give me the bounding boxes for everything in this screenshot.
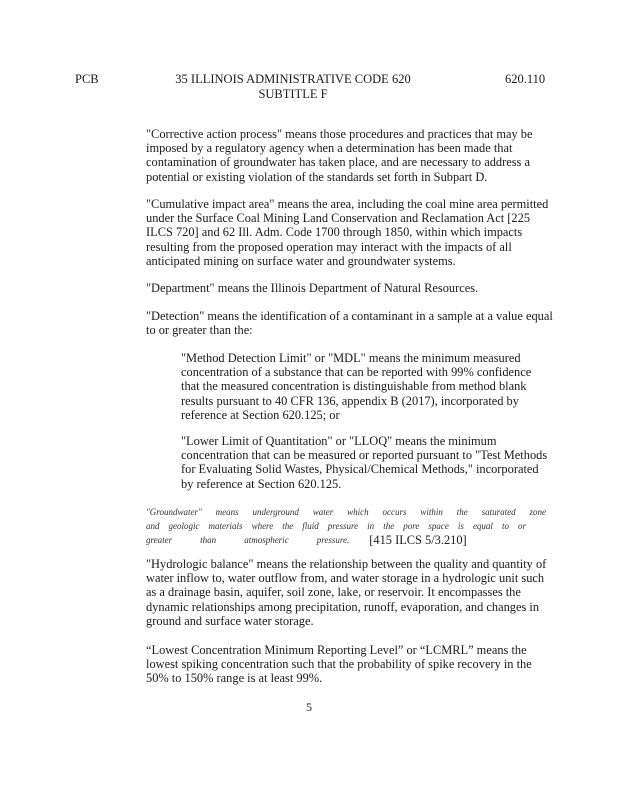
word: and: [146, 521, 160, 531]
text-line: by reference at Section 620.125.: [181, 476, 342, 491]
text-line: contamination of groundwater has taken place, and are necessary to address a: [146, 155, 530, 170]
definition-department: [146, 281, 594, 295]
word: saturated: [481, 507, 516, 517]
text-line: imposed by a regulatory agency when a determination has been made that: [146, 141, 513, 156]
text-line: concentration of a substance that can be reported with 99% confidence: [181, 365, 532, 380]
definition-detection: [146, 309, 594, 337]
text-line: to or greater than the:: [146, 323, 253, 338]
word: fluid: [302, 521, 319, 531]
text-line: "Cumulative impact area" means the area, including the coal mine area permitted: [146, 197, 549, 211]
text-line: water inflow to, water outflow from, and water storage in a hydrologic unit such: [146, 571, 545, 586]
definition-hydrologic-balance: [146, 557, 594, 628]
definition-cumulative-impact-area: [146, 197, 594, 268]
word: where: [251, 521, 274, 531]
word: in: [367, 521, 375, 531]
page-number: 5: [306, 700, 312, 714]
definition-lcmrl: [146, 643, 594, 686]
text-line: "Hydrologic balance" means the relationship between the quality and quantity of: [146, 557, 547, 571]
word: the: [456, 507, 468, 517]
word: is: [457, 521, 464, 531]
word: equal: [472, 521, 493, 531]
text-line: "Corrective action process" means those procedures and practices that may be: [146, 127, 533, 141]
word: than: [200, 535, 217, 545]
word: pressure: [327, 521, 359, 531]
text-line: ground and surface water storage.: [146, 613, 314, 628]
word: greater: [146, 535, 173, 545]
definition-corrective-action: [146, 127, 594, 184]
word: means: [215, 507, 239, 517]
word: underground: [252, 507, 299, 517]
header-section-number: 620.110: [505, 72, 546, 86]
text-line: reference at Section 620.125; or: [181, 407, 340, 422]
text-line: potential or existing violation of the standards set forth in Subpart D.: [146, 169, 488, 184]
header-agency: PCB: [75, 72, 99, 86]
text-line: "Detection" means the identification of a contaminant in a sample at a value equal: [146, 309, 553, 323]
text-line: that the measured concentration is distinguishable from method blank: [181, 379, 527, 394]
header-subtitle: SUBTITLE F: [258, 87, 328, 101]
text-line: 50% to 150% range is at least 99%.: [146, 671, 323, 686]
text-line: under the Surface Coal Mining Land Conservation and Reclamation Act [225: [146, 211, 531, 226]
definition-groundwater: [146, 505, 546, 547]
word: occurs: [382, 507, 407, 517]
text-line: results pursuant to 40 CFR 136, appendix B (2017), incorporated by: [181, 393, 519, 408]
word: the: [282, 521, 294, 531]
word: within: [420, 507, 443, 517]
word: or: [517, 521, 526, 531]
text-line: concentration that can be measured or reported pursuant to "Test Methods: [181, 448, 548, 463]
word: pore: [403, 521, 420, 531]
header-code-title: 35 ILLINOIS ADMINISTRATIVE CODE 620: [175, 72, 411, 86]
text-line: "Method Detection Limit" or "MDL" means the minimum measured: [181, 351, 521, 365]
word: the: [383, 521, 395, 531]
text-line: for Evaluating Solid Wastes, Physical/Chemical Methods," incorporated: [181, 462, 539, 477]
word: zone: [529, 507, 546, 517]
text-line: ILCS 720] and 62 Ill. Adm. Code 1700 through 1850, within which impacts: [146, 225, 523, 240]
word: pressure.: [316, 535, 350, 545]
text-line: "Lower Limit of Quantitation" or "LLOQ" means the minimum: [181, 434, 497, 448]
text-line: dynamic relationships among precipitation, runoff, evaporation, and changes in: [146, 599, 540, 614]
word: to: [501, 521, 509, 531]
text-line: anticipated mining on surface water and groundwater systems.: [146, 253, 456, 268]
text-line: resulting from the proposed operation may interact with the impacts of all: [146, 239, 512, 254]
text-line: "Department" means the Illinois Department of Natural Resources.: [146, 281, 479, 295]
text-line: “Lowest Concentration Minimum Reporting Level” or “LCMRL” means the: [146, 643, 527, 657]
word: space: [428, 521, 449, 531]
definition-lower-limit-quantitation: [181, 434, 591, 491]
text-line: lowest spiking concentration such that the probability of spike recovery in the: [146, 657, 532, 672]
word: which: [347, 507, 369, 517]
text-line: [146, 519, 526, 533]
definition-method-detection-limit: [181, 351, 591, 422]
text-line: [146, 533, 546, 547]
word: geologic: [168, 521, 200, 531]
text-line: [146, 505, 546, 519]
word: water: [312, 507, 334, 517]
word: materials: [208, 521, 243, 531]
text-line: as a drainage basin, aquifer, soil zone, lake, or reservoir. It encompasses the: [146, 585, 521, 600]
word: "Groundwater": [146, 507, 202, 517]
statute-citation: [415 ILCS 5/3.210]: [369, 533, 467, 547]
word: atmospheric: [244, 535, 289, 545]
